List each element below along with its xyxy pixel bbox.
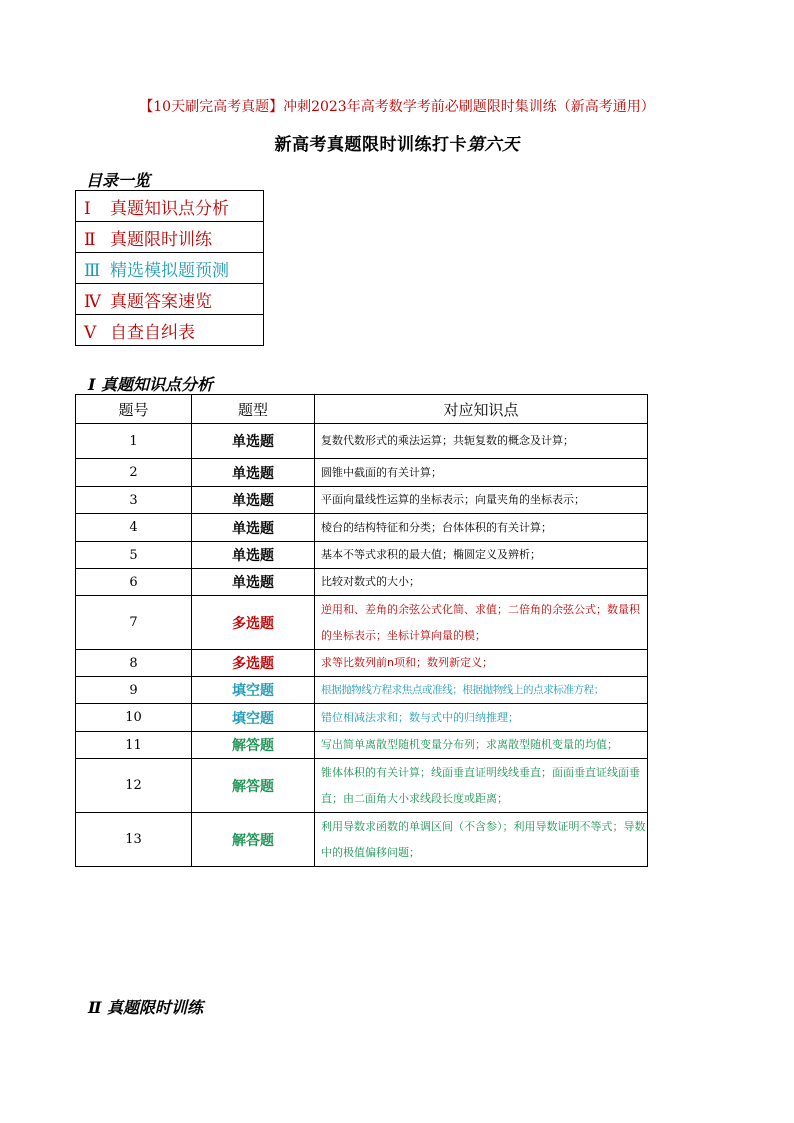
knowledge-points: 复数代数形式的乘法运算；共轭复数的概念及计算；: [315, 424, 648, 459]
question-num: 12: [76, 759, 192, 813]
toc-table: [75, 190, 264, 346]
question-type: 单选题: [192, 542, 315, 569]
table-header-row: [76, 395, 648, 424]
toc-item-label: 真题答案速览: [110, 291, 212, 312]
knowledge-points: 利用导数求函数的单调区间（不含参）；利用导数证明不等式；导数中的极值偏移问题；: [315, 813, 648, 867]
question-num: 10: [76, 704, 192, 732]
knowledge-points: 锥体体积的有关计算；线面垂直证明线线垂直；面面垂直证线面垂直；由二面角大小求线段长度或距离；: [315, 759, 648, 813]
table-row: [76, 732, 648, 759]
toc-heading: 目录一览: [86, 171, 151, 190]
column-header-type: 题型: [192, 395, 315, 424]
question-num: 3: [76, 487, 192, 514]
document-banner: 【10天刷完高考真题】冲刺2023年高考数学考前必刷题限时集训练（新高考通用）: [139, 99, 655, 115]
table-row: [76, 704, 648, 732]
toc-item-num: Ⅴ: [84, 322, 97, 343]
toc-item-label: 精选模拟题预测: [110, 260, 229, 281]
knowledge-points: 基本不等式求积的最大值；椭圆定义及辨析；: [315, 542, 648, 569]
question-type: 单选题: [192, 487, 315, 514]
table-row: [76, 569, 648, 596]
knowledge-table: [75, 394, 648, 867]
knowledge-points: 棱台的结构特征和分类；台体体积的有关计算；: [315, 514, 648, 542]
table-row: [76, 542, 648, 569]
toc-item[interactable]: [76, 284, 264, 315]
question-num: 7: [76, 596, 192, 650]
column-header-num: 题号: [76, 395, 192, 424]
table-row: [76, 759, 648, 813]
toc-item[interactable]: [76, 191, 264, 222]
table-row: [76, 596, 648, 650]
toc-item-label: 自查自纠表: [110, 322, 195, 343]
question-type: 解答题: [192, 732, 315, 759]
question-type: 解答题: [192, 759, 315, 813]
toc-item-label: 真题知识点分析: [110, 198, 229, 219]
knowledge-points: 错位相减法求和；数与式中的归纳推理；: [315, 704, 648, 732]
question-num: 4: [76, 514, 192, 542]
table-row: [76, 677, 648, 704]
table-row: [76, 459, 648, 487]
question-type: 多选题: [192, 650, 315, 677]
section2-heading: Ⅱ 真题限时训练: [88, 998, 204, 1017]
table-row: [76, 813, 648, 867]
toc-item-num: Ⅰ: [84, 198, 91, 219]
question-num: 2: [76, 459, 192, 487]
question-num: 13: [76, 813, 192, 867]
knowledge-points: 根据抛物线方程求焦点或准线；根据抛物线上的点求标准方程；: [315, 677, 648, 704]
toc-item-num: Ⅳ: [84, 291, 101, 312]
table-row: [76, 424, 648, 459]
question-num: 1: [76, 424, 192, 459]
question-type: 解答题: [192, 813, 315, 867]
toc-item[interactable]: [76, 315, 264, 346]
question-type: 单选题: [192, 514, 315, 542]
knowledge-points: 圆锥中截面的有关计算；: [315, 459, 648, 487]
title-main: 新高考真题限时训练打卡: [274, 135, 467, 155]
knowledge-points: 逆用和、差角的余弦公式化简、求值；二倍角的余弦公式；数量积的坐标表示；坐标计算向量的模；: [315, 596, 648, 650]
toc-item-num: Ⅲ: [84, 260, 101, 281]
question-type: 单选题: [192, 424, 315, 459]
question-type: 单选题: [192, 459, 315, 487]
question-type: 填空题: [192, 677, 315, 704]
question-num: 11: [76, 732, 192, 759]
question-type: 单选题: [192, 569, 315, 596]
document-title: [0, 130, 794, 155]
toc-item-num: Ⅱ: [84, 229, 96, 250]
table-row: [76, 650, 648, 677]
column-header-kp: 对应知识点: [315, 395, 648, 424]
question-num: 9: [76, 677, 192, 704]
question-num: 8: [76, 650, 192, 677]
table-row: [76, 487, 648, 514]
title-day: 第六天: [467, 135, 520, 155]
toc-item[interactable]: [76, 253, 264, 284]
knowledge-points: 求等比数列前n项和；数列新定义；: [315, 650, 648, 677]
question-num: 6: [76, 569, 192, 596]
question-num: 5: [76, 542, 192, 569]
toc-item-label: 真题限时训练: [110, 229, 212, 250]
table-row: [76, 514, 648, 542]
knowledge-points: 比较对数式的大小；: [315, 569, 648, 596]
toc-item[interactable]: [76, 222, 264, 253]
knowledge-points: 写出简单离散型随机变量分布列；求离散型随机变量的均值；: [315, 732, 648, 759]
knowledge-points: 平面向量线性运算的坐标表示；向量夹角的坐标表示；: [315, 487, 648, 514]
section1-heading: Ⅰ 真题知识点分析: [88, 375, 214, 394]
question-type: 填空题: [192, 704, 315, 732]
question-type: 多选题: [192, 596, 315, 650]
